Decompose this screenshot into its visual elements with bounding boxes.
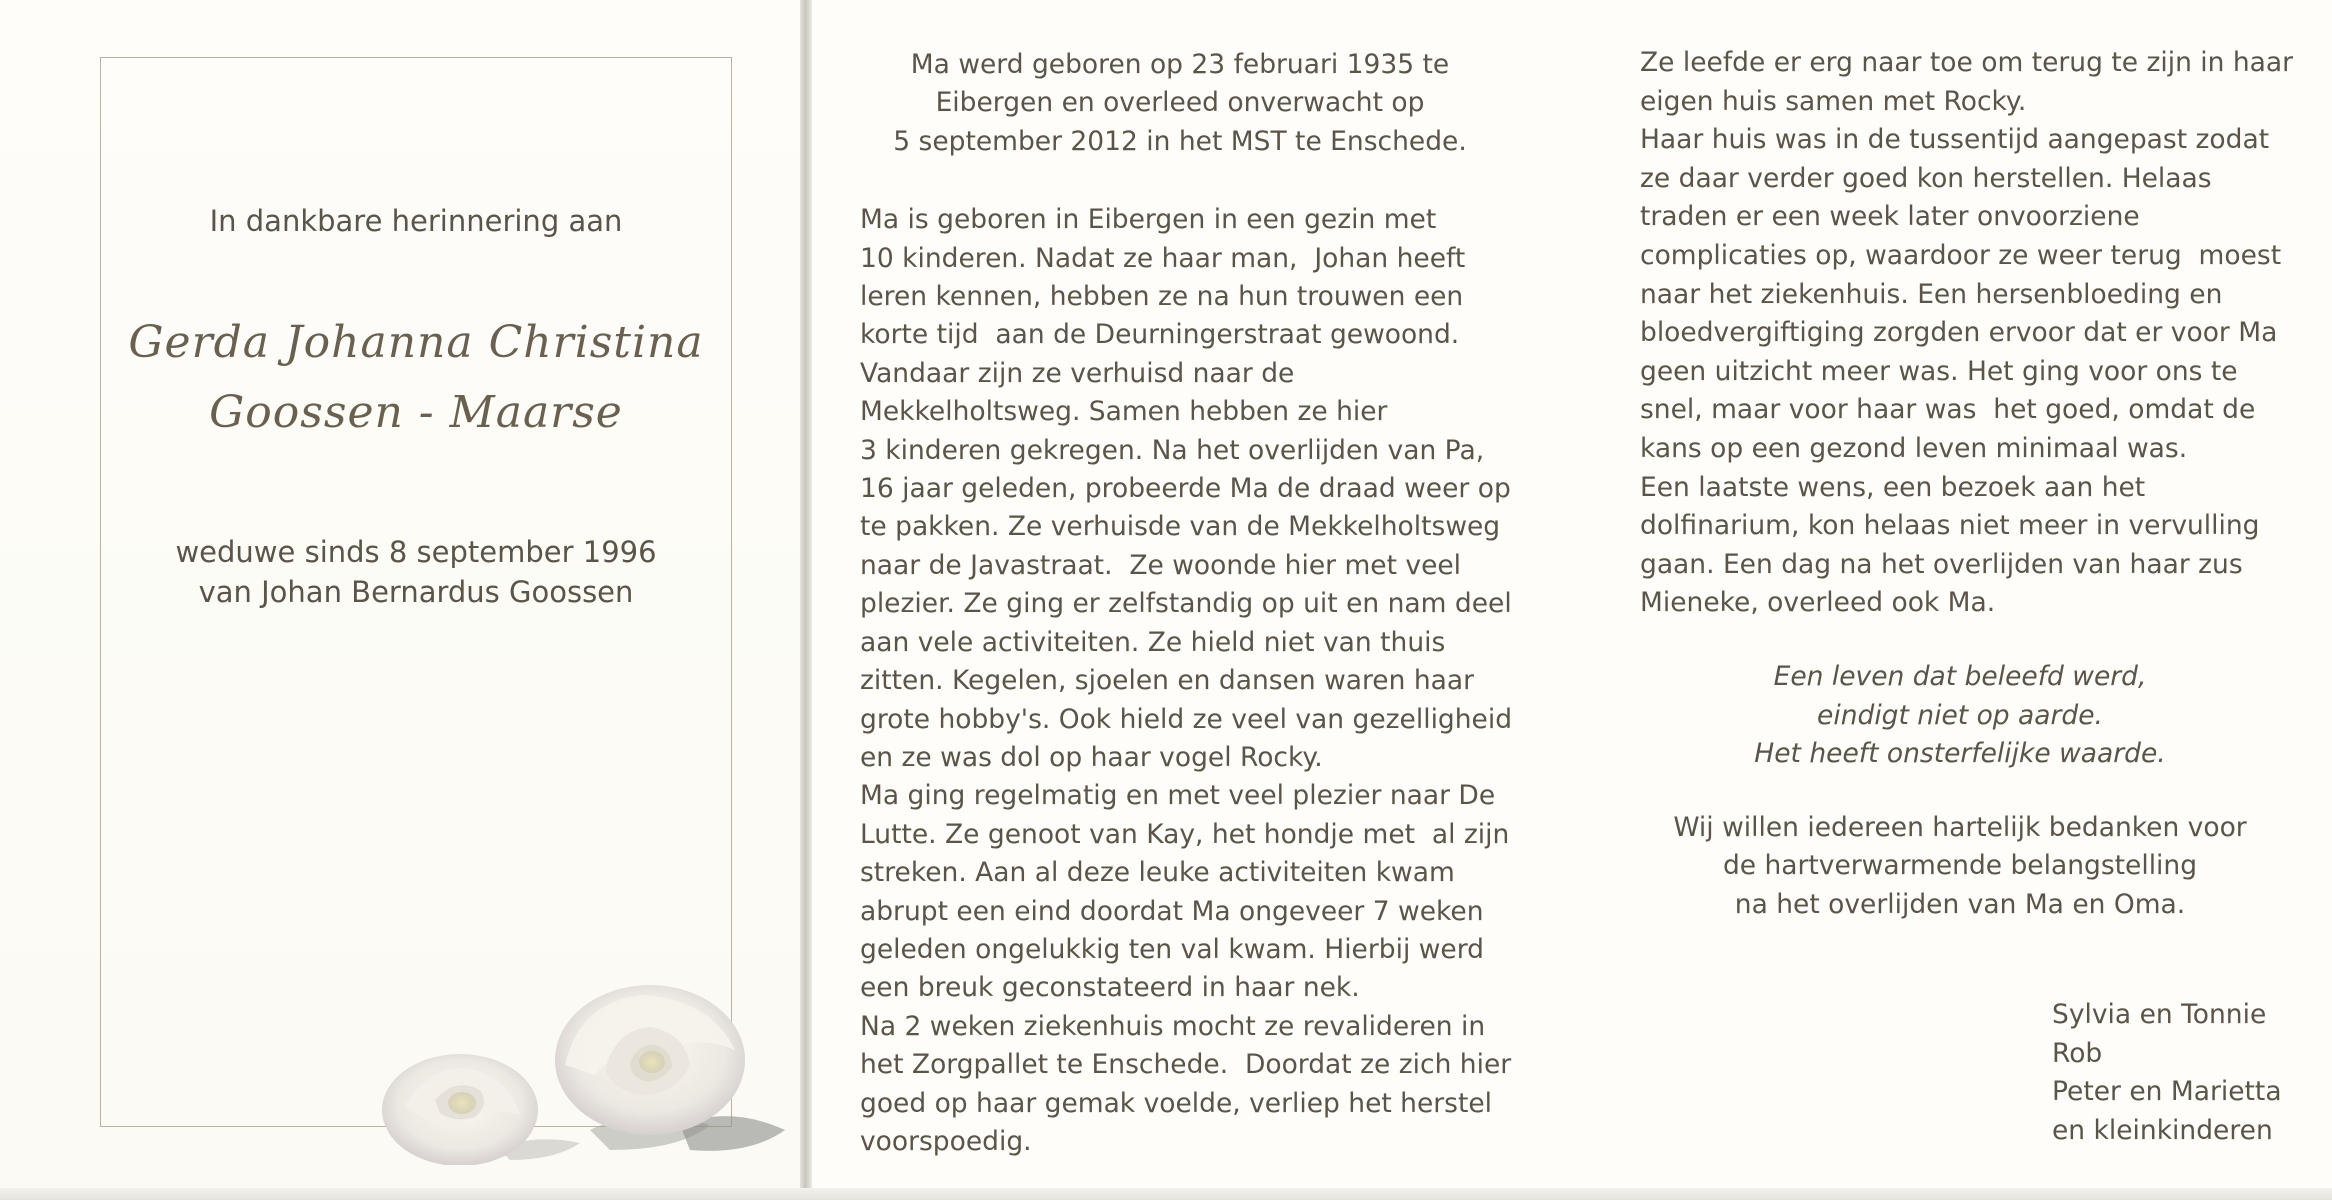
summary-line: Eibergen en overleed onverwacht op bbox=[935, 87, 1425, 119]
story-column-middle bbox=[860, 46, 1513, 1161]
biography-line: 3 kinderen gekregen. Na het overlijden van Pa, bbox=[860, 434, 1485, 466]
story-line: ze daar verder goed kon herstellen. Helaas bbox=[1640, 162, 2212, 194]
summary-line: 5 september 2012 in het MST te Enschede. bbox=[893, 125, 1467, 157]
biography-line: Mekkelholtsweg. Samen hebben ze hier bbox=[860, 396, 1388, 428]
story-line: naar het ziekenhuis. Een hersenbloeding en bbox=[1640, 278, 2223, 310]
story-line: bloedvergiftiging zorgden ervoor dat er voor Ma bbox=[1640, 317, 2278, 349]
thanks-line: de hartverwarmende belangstelling bbox=[1722, 850, 2198, 882]
biography-line: grote hobby's. Ook hield ze veel van gezelligheid bbox=[860, 703, 1513, 735]
signer-line: Peter en Marietta bbox=[2052, 1076, 2282, 1108]
biography-line: Lutte. Ze genoot van Kay, het hondje met al zijn bbox=[860, 818, 1510, 850]
story-line: Haar huis was in de tussentijd aangepast zodat bbox=[1640, 124, 2270, 156]
biography-line: Na 2 weken ziekenhuis mocht ze revalideren in bbox=[860, 1010, 1486, 1042]
story-line: kans op een gezond leven minimaal was. bbox=[1640, 432, 2188, 464]
story-column-right bbox=[1640, 44, 2300, 924]
rose-left bbox=[382, 1054, 538, 1165]
story-line: Een laatste wens, een bezoek aan het bbox=[1640, 471, 2146, 503]
poem bbox=[1640, 658, 2280, 774]
biography-text bbox=[860, 201, 1513, 1161]
poem-line: Het heeft onsterfelijke waarde. bbox=[1754, 738, 2166, 770]
thanks-line: Wij willen iedereen hartelijk bedanken voor bbox=[1673, 811, 2247, 843]
poem-line: eindigt niet op aarde. bbox=[1817, 699, 2103, 731]
family-signature bbox=[2052, 996, 2282, 1150]
thanks-message bbox=[1640, 809, 2280, 925]
biography-line: plezier. Ze ging er zelfstandig op uit en nam deel bbox=[860, 588, 1512, 620]
summary-line: Ma werd geboren op 23 februari 1935 te bbox=[910, 49, 1450, 80]
story-line: eigen huis samen met Rocky. bbox=[1640, 85, 2027, 117]
story-line: gaan. Een dag na het overlijden van haar zus bbox=[1640, 548, 2243, 580]
story-line: snel, maar voor haar was het goed, omdat de bbox=[1640, 394, 2256, 426]
story-line: geen uitzicht meer was. Het ging voor ons te bbox=[1640, 355, 2238, 387]
story-line: traden er een week later onvoorziene bbox=[1640, 201, 2140, 233]
birth-death-summary bbox=[850, 46, 1510, 161]
biography-line: een breuk geconstateerd in haar nek. bbox=[860, 972, 1360, 1004]
widow-note bbox=[100, 532, 732, 612]
biography-line: 16 jaar geleden, probeerde Ma de draad weer op bbox=[860, 473, 1511, 505]
biography-line: naar de Javastraat. Ze woonde hier met veel bbox=[860, 549, 1462, 581]
thanks-line: na het overlijden van Ma en Oma. bbox=[1734, 888, 2186, 920]
deceased-name bbox=[100, 308, 732, 448]
story-line: Ze leefde er erg naar toe om terug te zijn in haar bbox=[1640, 47, 2294, 78]
rose-right bbox=[555, 985, 745, 1135]
biography-line: en ze was dol op haar vogel Rocky. bbox=[860, 741, 1323, 773]
poem-line: Een leven dat beleefd werd, bbox=[1773, 660, 2147, 692]
biography-line: Ma ging regelmatig en met veel plezier naar De bbox=[860, 780, 1496, 812]
remembrance-intro: In dankbare herinnering aan bbox=[209, 204, 623, 238]
biography-line: zitten. Kegelen, sjoelen en dansen waren haar bbox=[860, 665, 1474, 697]
signer-line: Sylvia en Tonnie bbox=[2052, 999, 2267, 1030]
biography-line: Vandaar zijn ze verhuisd naar de bbox=[860, 357, 1295, 389]
biography-line: voorspoedig. bbox=[860, 1125, 1032, 1157]
story-line: complicaties op, waardoor ze weer terug moest bbox=[1640, 239, 2282, 271]
biography-line: 10 kinderen. Nadat ze haar man, Johan heeft bbox=[860, 242, 1466, 274]
widow-note-line: weduwe sinds 8 september 1996 bbox=[175, 535, 657, 569]
biography-line: korte tijd aan de Deurningerstraat gewoond. bbox=[860, 319, 1460, 351]
card-fold bbox=[800, 0, 812, 1200]
biography-line: leren kennen, hebben ze na hun trouwen een bbox=[860, 281, 1464, 313]
biography-line: abrupt een eind doordat Ma ongeveer 7 weken bbox=[860, 895, 1484, 927]
card-bottom-edge bbox=[0, 1188, 2332, 1200]
biography-line: te pakken. Ze verhuisde van de Mekkelholtsweg bbox=[860, 511, 1501, 543]
biography-line: geleden ongelukkig ten val kwam. Hierbij werd bbox=[860, 933, 1484, 965]
white-roses-illustration bbox=[380, 955, 800, 1165]
biography-line: het Zorgpallet te Enschede. Doordat ze zich hier bbox=[860, 1049, 1512, 1081]
deceased-name-line: Goossen - Maarse bbox=[209, 387, 623, 438]
story-continuation bbox=[1640, 44, 2300, 623]
biography-line: aan vele activiteiten. Ze hield niet van thuis bbox=[860, 626, 1446, 658]
widow-note-line: van Johan Bernardus Goossen bbox=[198, 575, 634, 609]
biography-line: streken. Aan al deze leuke activiteiten kwam bbox=[860, 857, 1455, 889]
signer-line: en kleinkinderen bbox=[2052, 1114, 2273, 1146]
story-line: Mieneke, overleed ook Ma. bbox=[1640, 587, 1996, 619]
story-line: dolfinarium, kon helaas niet meer in vervulling bbox=[1640, 510, 2260, 542]
deceased-name-line: Gerda Johanna Christina bbox=[128, 317, 704, 368]
biography-line: goed op haar gemak voelde, verliep het herstel bbox=[860, 1087, 1493, 1119]
signer-line: Rob bbox=[2052, 1037, 2103, 1069]
biography-line: Ma is geboren in Eibergen in een gezin met bbox=[860, 204, 1437, 236]
